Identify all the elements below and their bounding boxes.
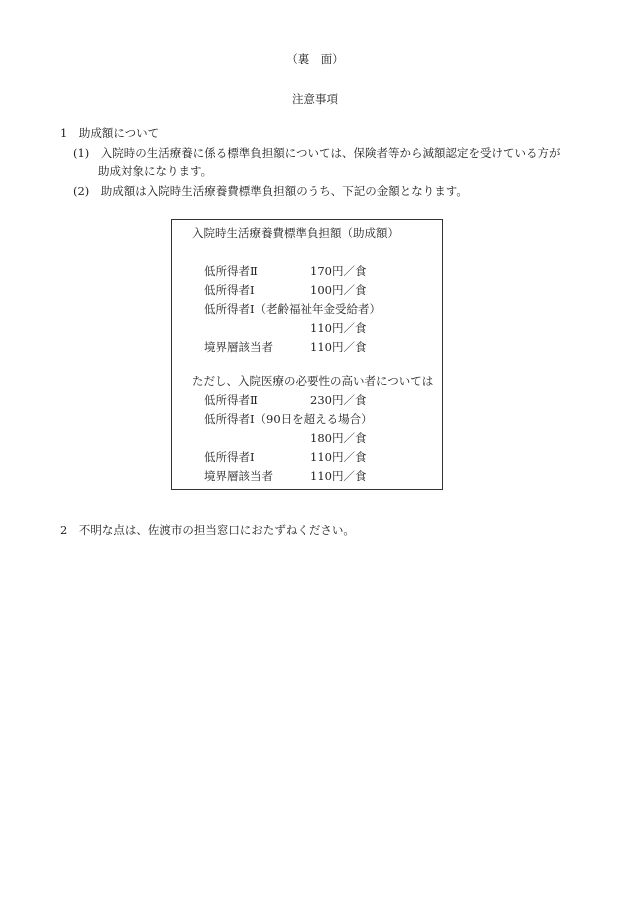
g2-row1-amount: 230円／食 [310, 393, 367, 407]
g2-row3-label: 低所得者Ⅰ [204, 450, 255, 464]
g1-row2-amount: 100円／食 [310, 283, 367, 297]
section1-heading: 1 助成額について [60, 126, 160, 140]
g2-row4-amount: 110円／食 [310, 469, 367, 483]
subsidy-amount-box [171, 219, 443, 490]
g1-row3-label: 低所得者Ⅰ（老齢福祉年金受給者） [204, 302, 382, 316]
box-note: ただし、入院医療の必要性の高い者については [192, 374, 434, 388]
g2-row1-label: 低所得者Ⅱ [204, 393, 258, 407]
g1-row3-amount: 110円／食 [310, 321, 367, 335]
side-label: （裏 面） [286, 52, 344, 66]
section2-text: 2 不明な点は、佐渡市の担当窓口におたずねください。 [60, 523, 355, 537]
g1-row4-amount: 110円／食 [310, 340, 367, 354]
g1-row2-label: 低所得者Ⅰ [204, 283, 255, 297]
g1-row1-label: 低所得者Ⅱ [204, 264, 258, 278]
section1-item1-line2: 助成対象になります。 [98, 164, 213, 178]
page-title: 注意事項 [292, 92, 338, 106]
g2-row4-label: 境界層該当者 [204, 469, 273, 483]
g2-row2-amount: 180円／食 [310, 431, 367, 445]
g1-row4-label: 境界層該当者 [204, 340, 273, 354]
g2-row2-label: 低所得者Ⅰ（90日を超える場合） [204, 412, 373, 426]
box-title: 入院時生活療養費標準負担額（助成額） [192, 226, 399, 240]
section1-item2: (2) 助成額は入院時生活療養費標準負担額のうち、下記の金額となります。 [73, 184, 468, 198]
g2-row3-amount: 110円／食 [310, 450, 367, 464]
g1-row1-amount: 170円／食 [310, 264, 367, 278]
section1-item1-line1: (1) 入院時の生活療養に係る標準負担額については、保険者等から減額認定を受けている方が [73, 146, 561, 160]
